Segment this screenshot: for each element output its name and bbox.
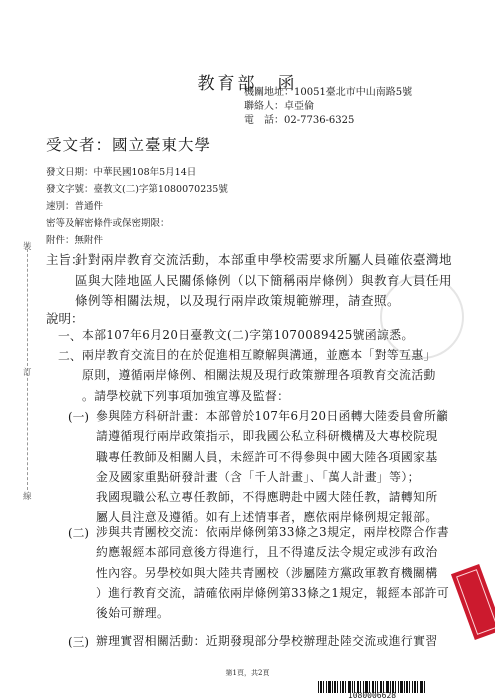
subject-line: 條例等相關法規，以及現行兩岸政策規範辦理，請查照。: [75, 293, 401, 308]
subject-label: 主旨：: [46, 252, 84, 267]
subitem-line: 屬人員注意及遵循。如有上述情事者，應依兩岸條例規定報部。: [96, 510, 438, 525]
subject-line: 針對兩岸教育交流活動，本部重申學校需要求所屬人員確依臺灣地: [75, 252, 453, 267]
item-line: 原則，遵循兩岸條例、相關法規及現行政策辦理各項教育交流活動: [82, 368, 436, 383]
subitem-line: 涉與共青團校交流：依兩岸條例第33條之3規定，兩岸校際合作書: [96, 525, 450, 539]
document-number: 發文字號：臺教文(二)字第1080070235號: [46, 184, 228, 195]
item-line: 兩岸教育交流目的在於促進相互瞭解與溝通，並應本「對等互惠」: [82, 348, 436, 362]
secrecy-level: 密等及解密條件或保密期限：: [46, 218, 170, 229]
subitem-line: 辦理實習相關活動：近期發現部分學校辦理赴陸交流或進行實習: [96, 634, 438, 648]
contact-phone: 電 話：02-7736-6325: [244, 115, 355, 126]
binding-mark-bottom: 線: [23, 492, 32, 502]
subitem-line: 請遵循現行兩岸政策指示，即我國公私立科研機構及大專校院現: [96, 429, 438, 444]
binding-mark-middle: 訂: [23, 368, 32, 378]
agency-address: 機關地址：10051臺北市中山南路5號: [244, 87, 413, 98]
contact-person: 聯絡人：卓亞倫: [244, 101, 314, 112]
subitem-line: 參與陸方科研計畫：本部曾於107年6月20日函轉大陸委員會所籲: [96, 409, 449, 423]
item-line: 。請學校就下列事項加強宣導及監督：: [82, 388, 290, 403]
barcode-number: 1080006628: [347, 691, 397, 700]
subitem-line: 我國現職公私立專任教師，不得應聘赴中國大陸任教，請轉知所: [96, 490, 438, 505]
recipient: 受文者：國立臺東大學: [46, 136, 212, 154]
explanation-item: [82, 325, 414, 345]
subitem-number: (三): [68, 635, 90, 649]
subitem-number: (一): [68, 410, 90, 424]
explanation-subitem: [96, 406, 448, 528]
issue-date: 發文日期：中華民國108年5月14日: [46, 167, 197, 178]
watermark-seal-icon: [380, 275, 464, 359]
subitem-number: (二): [68, 526, 90, 540]
explanation-subitem: [96, 631, 438, 651]
item-number: 一、: [58, 329, 82, 343]
item-line: 本部107年6月20日臺教文(二)字第1070089425號函諒悉。: [82, 328, 414, 342]
page-number: 第1頁，共2頁: [225, 669, 270, 677]
red-seal-stamp-icon: [451, 564, 495, 640]
binding-mark-top: 裝: [23, 242, 32, 252]
subject-line: 區與大陸地區人民關係條例（以下簡稱兩岸條例）與教育人員任用: [75, 272, 453, 288]
subitem-line: 性內容。另學校如與大陸共青團校（涉屬陸方黨政軍教育機關構: [96, 565, 438, 580]
item-number: 二、: [58, 349, 82, 363]
explanation-label: 說明：: [46, 311, 84, 326]
delivery-speed: 速別：普通件: [46, 201, 104, 212]
subitem-line: 金及國家重點研發計畫（含「千人計畫」、「萬人計畫」等）；: [96, 469, 420, 484]
subitem-line: 後始可辦理。: [96, 606, 170, 621]
attachment-info: 附件：無附件: [46, 235, 104, 246]
subitem-line: ）進行教育交流，請確依兩岸條例第33條之1規定，報經本部許可: [96, 585, 450, 600]
document-title: 教育部 函: [197, 74, 298, 94]
explanation-item: [82, 345, 436, 406]
explanation-subitem: [96, 522, 449, 623]
subitem-line: 職專任教師及相關人員，未經許可不得參與中國大陸各項國家基: [96, 449, 438, 464]
subitem-line: 約應報經本部同意後方得進行，且不得違反法令規定或涉有政治: [96, 545, 438, 560]
